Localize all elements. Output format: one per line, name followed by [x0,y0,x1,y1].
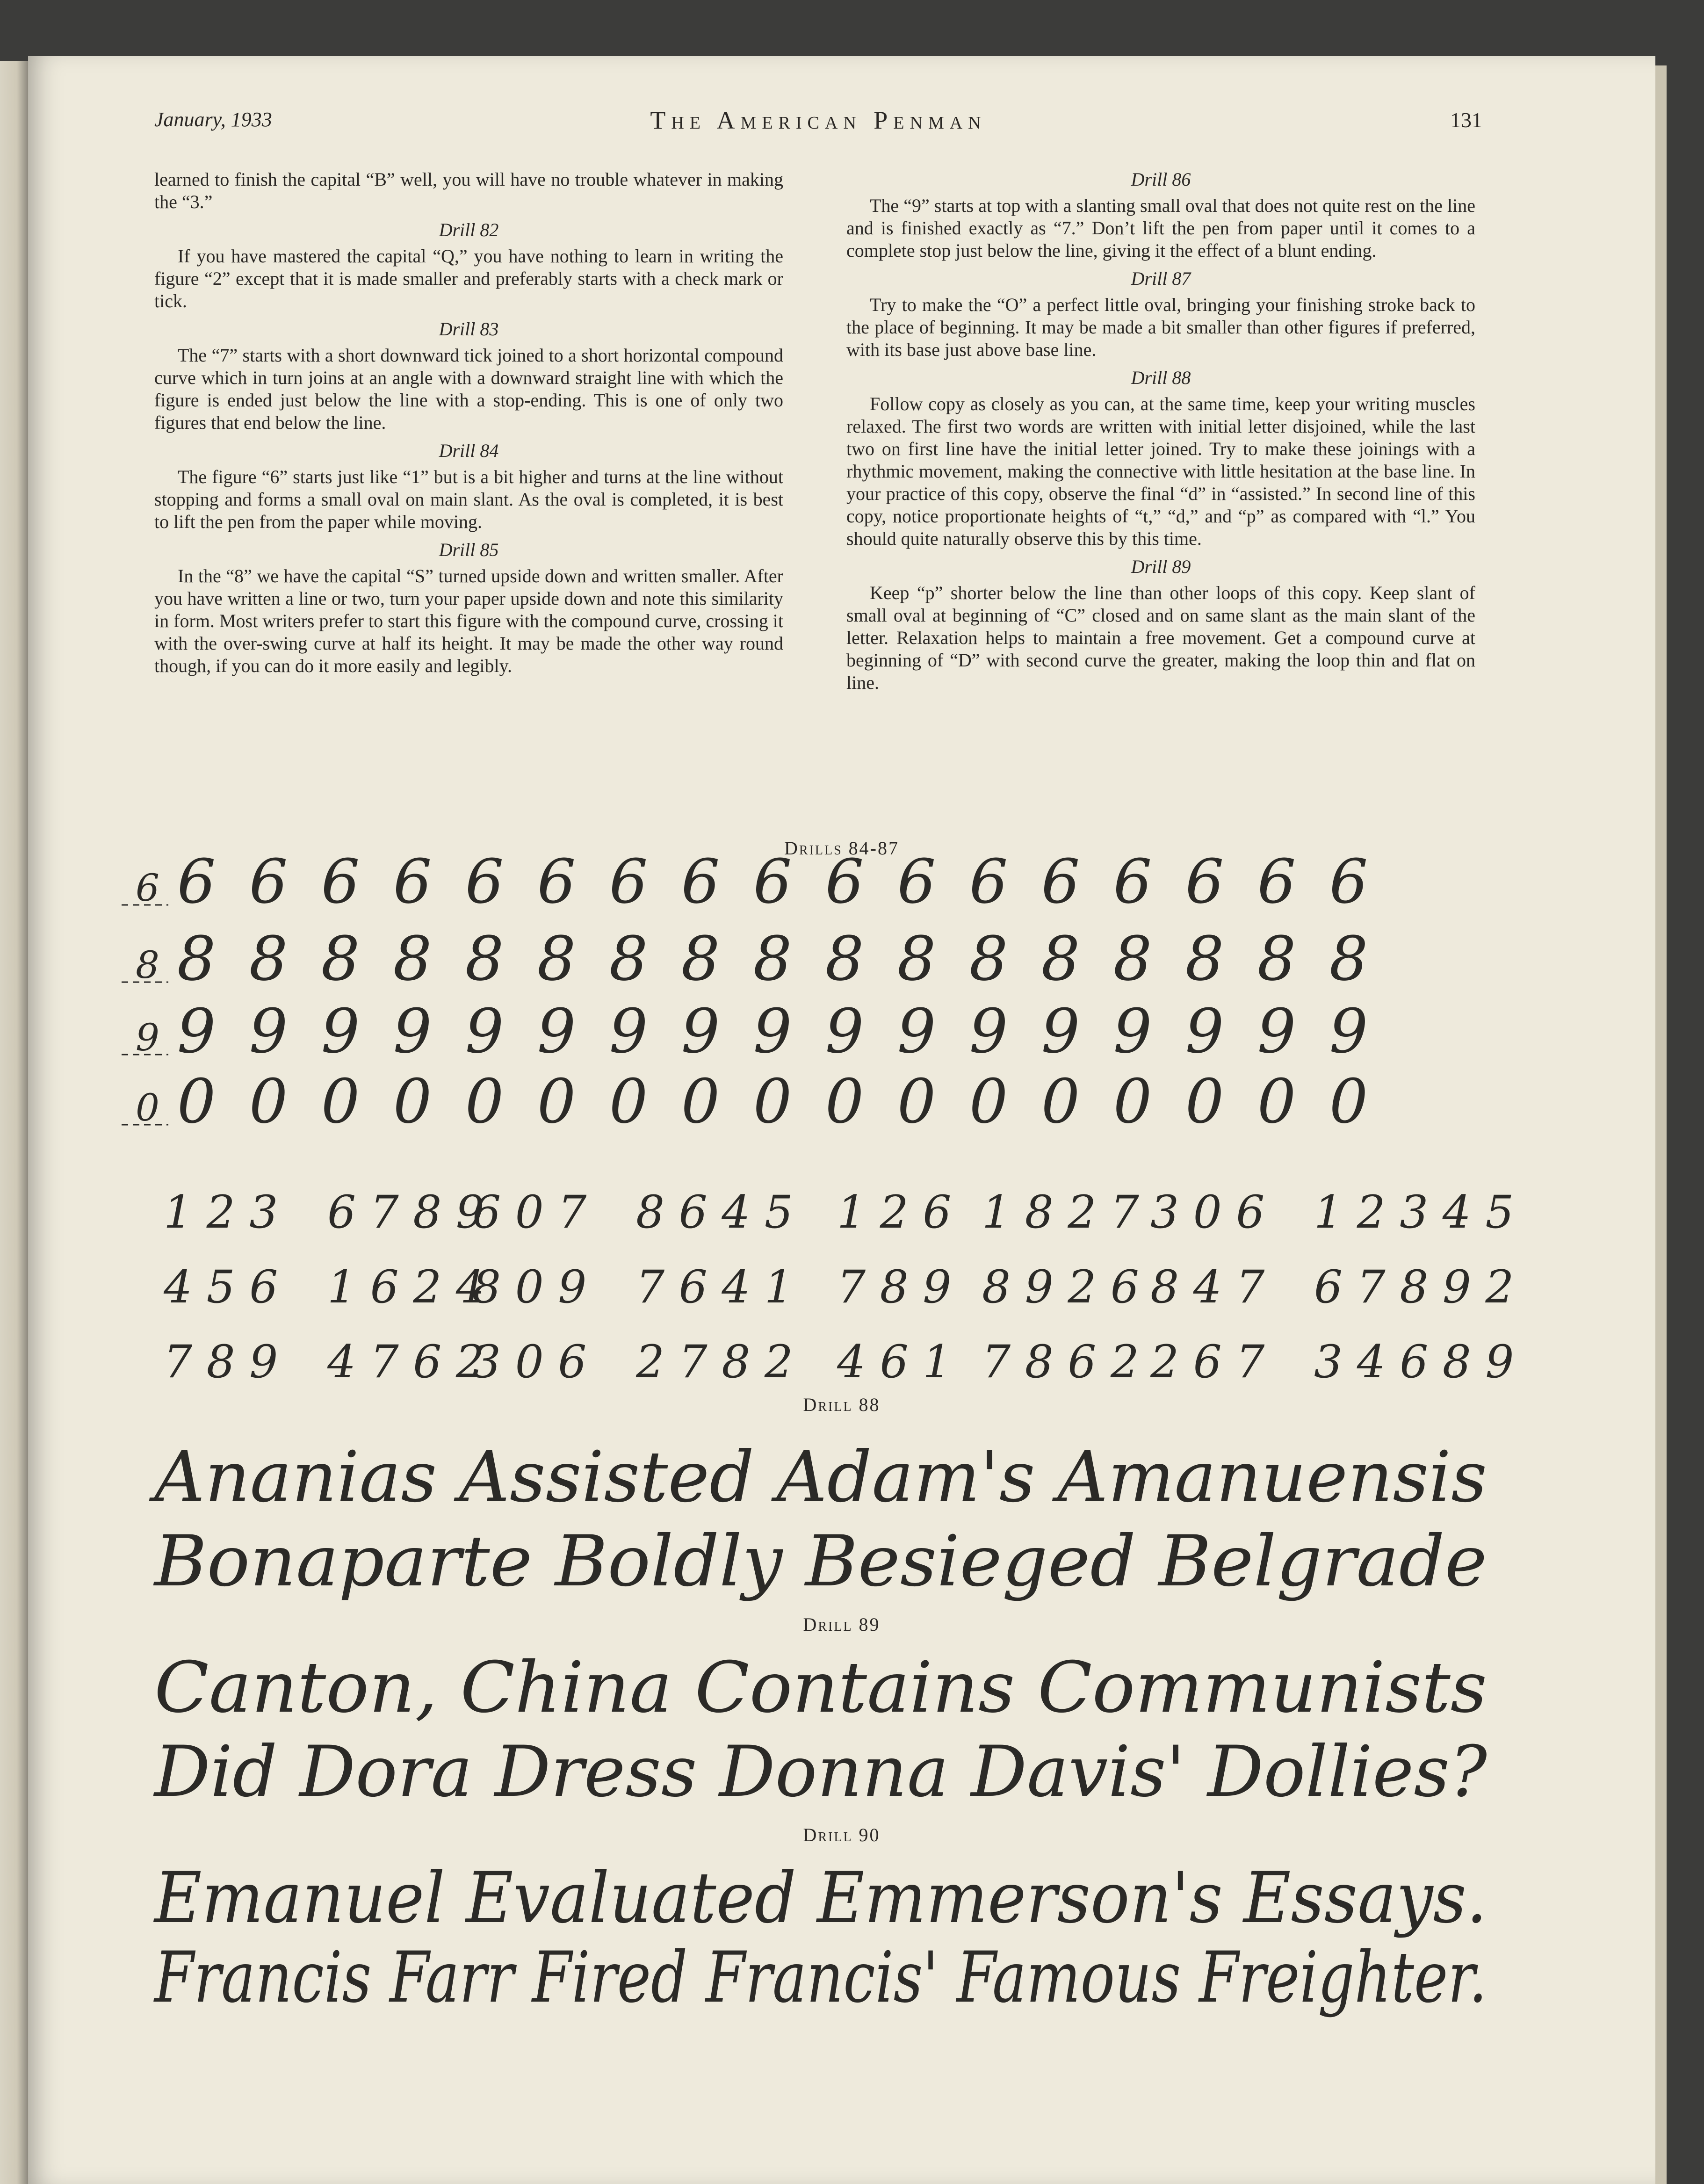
practice-figure: 0 [681,1066,720,1137]
practice-figure: 9 [393,996,432,1067]
number-group: 3 0 6 [1150,1186,1265,1238]
paragraph: learned to finish the capital “B” well, you will have no trouble whatever in making the “3.” [154,169,783,212]
number-group: 8 9 2 6 [982,1261,1139,1313]
number-group: 7 8 9 [164,1336,278,1388]
practice-figure: 0 [1329,1066,1368,1137]
practice-figure: 9 [1185,996,1224,1067]
practice-figure: 0 [465,1066,504,1137]
practice-figure: 6 [1041,846,1080,917]
practice-figure: 6 [1185,846,1224,917]
practice-figure: 8 [1041,923,1080,994]
number-group: 8 4 7 [1150,1261,1265,1313]
practice-figure: 9 [465,996,504,1067]
practice-figure: 8 [681,923,720,994]
practice-figure: 9 [321,996,360,1067]
practice-figure: 6 [609,846,648,917]
number-group: 3 0 6 [472,1336,587,1388]
practice-figure: 0 [969,1066,1008,1137]
practice-figure: 8 [825,923,864,994]
number-group: 1 2 6 [837,1186,952,1238]
practice-figure: 6 [825,846,864,917]
section-label-drill-89: Drill 89 [803,1614,881,1635]
practice-figure: 0 [825,1066,864,1137]
paragraph: The “9” starts at top with a slanting small oval that does not quite rest on the line and is finished exactly as “7.” Don’t lift the pen from paper until it comes to a complete stop just below the line, giving it the effect of a blunt ending. [846,195,1475,261]
script-copy-line: Ananias Assisted Adam's Amanuensis [149,1437,1487,1518]
practice-figure: 8 [393,923,432,994]
header-date: January, 1933 [154,108,272,131]
practice-figure: 9 [177,996,216,1067]
practice-figure: 8 [537,923,576,994]
number-group: 2 7 8 2 [636,1336,793,1388]
practice-figure: 6 [177,846,216,917]
drill-heading: Drill 84 [439,440,499,461]
practice-figure: 0 [897,1066,936,1137]
paragraph: Try to make the “O” a perfect little oval, bringing your finishing stroke back to the place of beginning. It may be made a bit smaller than other figures if preferred, with its base just above base line. [846,294,1475,360]
practice-figure: 0 [1257,1066,1296,1137]
paragraph: Keep “p” shorter below the line than other loops of this copy. Keep slant of small oval at beginning of “C” closed and on same slant as the main slant of the letter. Relaxation helps to maintain a free movement. Get a compound curve at beginning of “D” with second curve the greater, making the loop thin and flat on line. [846,582,1475,693]
section-label-drills-84-87: Drills 84-87 [784,838,899,859]
magazine-page [28,56,1655,2184]
practice-figure: 6 [321,846,360,917]
practice-figure: 0 [1185,1066,1224,1137]
practice-figure: 8 [1113,923,1152,994]
number-group: 8 0 9 [472,1261,587,1313]
practice-figure: 9 [1041,996,1080,1067]
section-label-drill-90: Drill 90 [803,1824,881,1845]
practice-figure: 6 [393,846,432,917]
number-group: 4 5 6 [164,1261,278,1313]
number-group: 4 6 1 [837,1336,952,1388]
number-group: 7 8 9 [837,1261,952,1313]
drill-heading: Drill 83 [439,318,499,340]
number-group: 6 0 7 [472,1186,587,1238]
practice-figure: 9 [825,996,864,1067]
number-group: 1 2 3 [164,1186,278,1238]
page-stack-edge [1655,65,1667,2184]
practice-figure: 9 [609,996,648,1067]
paragraph: The figure “6” starts just like “1” but is a bit higher and turns at the line without stopping and forms a small oval on main slant. As the oval is completed, it is best to lift the pen from the paper while moving. [154,466,783,532]
paragraph: Follow copy as closely as you can, at the same time, keep your writing muscles relaxed. The first two words are written with initial letter disjoined, while the last two on first line have the initial letter joined. Try to make these joinings with a rhythmic movement, making the connective with little hesitation at the base line. In your practice of this copy, observe the final “d” in “assisted.” In second line of this copy, notice proportionate heights of “t,” “d,” and “p” as compared with “l.” You should quite naturally observe this by this time. [846,393,1475,549]
practice-figure: 6 [681,846,720,917]
practice-figure: 9 [681,996,720,1067]
practice-figure: 9 [537,996,576,1067]
practice-figure: 6 [465,846,504,917]
script-copy-line: Bonaparte Boldly Besieged Belgrade [152,1521,1487,1602]
number-group: 1 8 2 7 [982,1186,1139,1238]
practice-figure: 9 [249,996,288,1067]
practice-figure: 0 [609,1066,648,1137]
copy-figure: 6 [136,866,159,910]
practice-figure: 9 [969,996,1008,1067]
practice-figure: 6 [1257,846,1296,917]
number-group: 6 7 8 9 2 [1314,1261,1514,1313]
practice-figure: 0 [393,1066,432,1137]
practice-figure: 8 [753,923,792,994]
practice-figure: 0 [249,1066,288,1137]
practice-figure: 8 [609,923,648,994]
script-copy-line: Francis Farr Fired Francis' Famous Freighter. [153,1937,1487,2018]
number-group: 8 6 4 5 [636,1186,793,1238]
number-group: 1 6 2 4 [327,1261,484,1313]
practice-figure: 9 [753,996,792,1067]
script-copy-line: Did Dora Dress Donna Davis' Dollies? [153,1731,1488,1813]
practice-figure: 6 [249,846,288,917]
number-group: 7 6 4 1 [636,1261,793,1313]
number-group: 3 4 6 8 9 [1314,1336,1514,1388]
practice-figure: 8 [465,923,504,994]
practice-figure: 8 [969,923,1008,994]
drill-heading: Drill 89 [1131,556,1191,577]
practice-figure: 6 [897,846,936,917]
practice-figure: 9 [1329,996,1368,1067]
practice-figure: 8 [249,923,288,994]
section-label-drill-88: Drill 88 [803,1394,881,1415]
page-number: 131 [1450,108,1482,132]
practice-figure: 0 [753,1066,792,1137]
practice-figure: 8 [321,923,360,994]
paragraph: In the “8” we have the capital “S” turned upside down and written smaller. After you have written a line or two, turn your paper upside down and note this similarity in form. Most writers prefer to start this figure with the compound curve, crossing it with the over-swing curve at half its height. It may be made the other way round though, if you can do it more easily and legibly. [154,565,783,676]
practice-figure: 9 [1257,996,1296,1067]
number-group: 6 7 8 9 [327,1186,484,1238]
drill-heading: Drill 88 [1131,367,1191,388]
practice-figure: 8 [1185,923,1224,994]
practice-figure: 8 [897,923,936,994]
practice-figure: 6 [537,846,576,917]
previous-page-edge [0,61,28,2184]
header-title: The American Penman [650,106,987,134]
paragraph: If you have mastered the capital “Q,” you have nothing to learn in writing the figure “2” except that it is made smaller and preferably starts with a check mark or tick. [154,246,783,311]
number-group: 1 2 3 4 5 [1314,1186,1514,1238]
copy-figure: 0 [136,1086,159,1129]
number-group: 2 6 7 [1150,1336,1265,1388]
practice-figure: 0 [1041,1066,1080,1137]
practice-figure: 9 [897,996,936,1067]
practice-figure: 0 [537,1066,576,1137]
copy-figure: 9 [136,1016,159,1059]
paragraph: The “7” starts with a short downward tick joined to a short horizontal compound curve which in turn joins at an angle with a downward straight line with which the figure is ended just below the line with a stop-ending. This is one of only two figures that end below the line. [154,345,783,433]
practice-figure: 6 [1113,846,1152,917]
practice-figure: 6 [753,846,792,917]
script-copy-line: Canton, China Contains Communists [154,1647,1487,1728]
drill-heading: Drill 86 [1131,169,1191,190]
handwriting-specimens [28,56,1655,2184]
practice-figure: 9 [1113,996,1152,1067]
practice-figure: 8 [1329,923,1368,994]
copy-figure: 8 [136,943,159,987]
practice-figure: 0 [177,1066,216,1137]
practice-figure: 8 [1257,923,1296,994]
script-copy-line: Emanuel Evaluated Emmerson's Essays. [153,1858,1487,1939]
drill-heading: Drill 82 [439,219,499,240]
practice-figure: 6 [1329,846,1368,917]
drill-heading: Drill 85 [439,539,499,560]
number-group: 4 7 6 2 [327,1336,484,1388]
practice-figure: 8 [177,923,216,994]
practice-figure: 6 [969,846,1008,917]
number-group: 7 8 6 2 [982,1336,1139,1388]
drill-heading: Drill 87 [1131,268,1191,289]
practice-figure: 0 [321,1066,360,1137]
practice-figure: 0 [1113,1066,1152,1137]
